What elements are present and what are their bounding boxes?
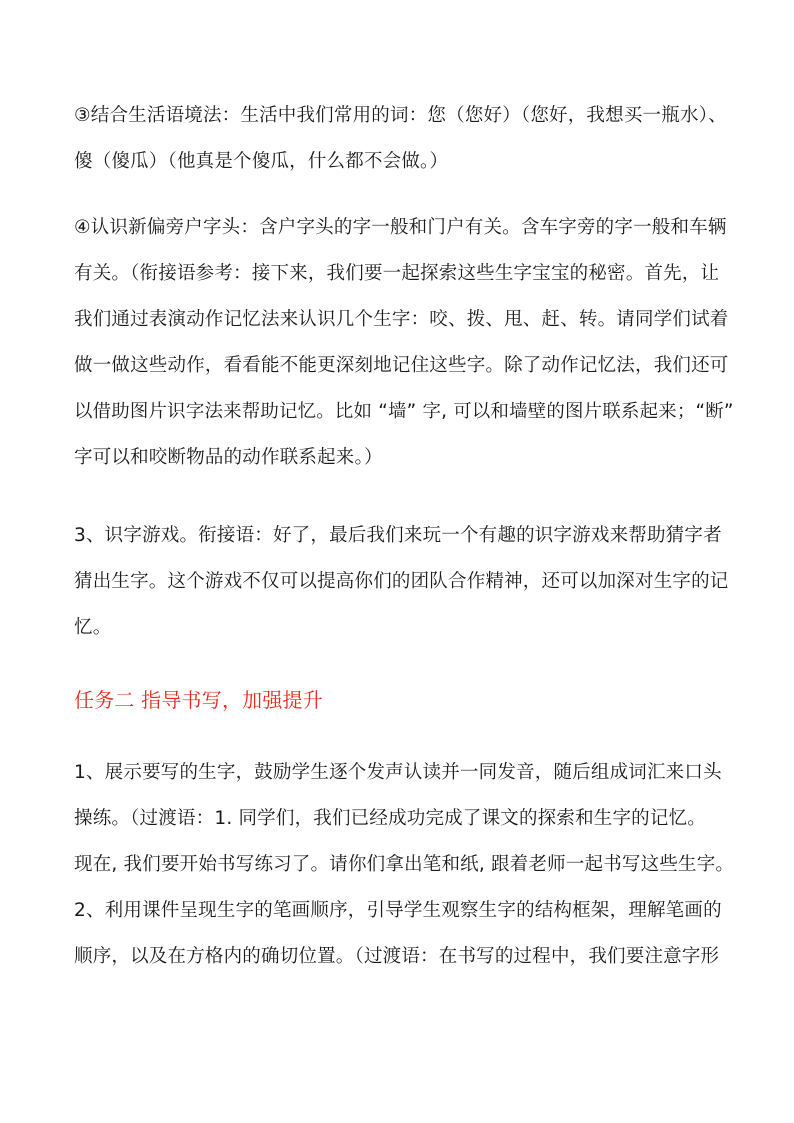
section-heading: 任务二 指导书写，加强提升 — [74, 688, 323, 712]
paragraph-2-line-6: 字可以和咬断物品的动作联系起来。） — [74, 447, 383, 468]
paragraph-2-line-2: 有关。（衔接语参考：接下来，我们要一起探索这些生字宝宝的秘密。首先，让 — [74, 263, 720, 284]
paragraph-2-line-1: ④认识新偏旁户字头：含户字头的字一般和门户有关。含车字旁的字一般和车辆 — [74, 217, 727, 238]
paragraph-2-line-5: 以借助图片识字法来帮助记忆。比如 “墙” 字, 可以和墙壁的图片联系起来；“断” — [74, 401, 734, 422]
paragraph-4-line-1: 1、展示要写的生字，鼓励学生逐个发声认读并一同发音，随后组成词汇来口头 — [74, 762, 722, 783]
paragraph-3-line-2: 猜出生字。这个游戏不仅可以提高你们的团队合作精神，还可以加深对生字的记 — [74, 571, 729, 592]
paragraph-3-line-1: 3、识字游戏。衔接语：好了，最后我们来玩一个有趣的识字游戏来帮助猜字者 — [74, 525, 722, 546]
paragraph-3-line-3: 忆。 — [74, 617, 112, 638]
paragraph-1-line-2: 傻（傻瓜）（他真是个傻瓜，什么都不会做。） — [74, 151, 449, 172]
paragraph-4-line-4: 2、利用课件呈现生字的笔画顺序，引导学生观察生字的结构框架，理解笔画的 — [74, 900, 722, 921]
paragraph-4-line-2: 操练。（过渡语：1. 同学们，我们已经成功完成了课文的探索和生字的记忆。 — [74, 808, 706, 829]
paragraph-4-line-3: 现在, 我们要开始书写练习了。请你们拿出笔和纸, 跟着老师一起书写这些生字。 — [74, 854, 735, 875]
paragraph-1-line-1: ③结合生活语境法：生活中我们常用的词：您（您好）（您好，我想买一瓶水）、 — [74, 105, 727, 126]
paragraph-2-line-4: 做一做这些动作，看看能不能更深刻地记住这些字。除了动作记忆法，我们还可 — [74, 355, 729, 376]
paragraph-2-line-3: 我们通过表演动作记忆法来认识几个生字：咬、拨、甩、赶、转。请同学们试着 — [74, 309, 729, 330]
paragraph-4-line-5: 顺序，以及在方格内的确切位置。（过渡语：在书写的过程中，我们要注意字形 — [74, 946, 720, 967]
